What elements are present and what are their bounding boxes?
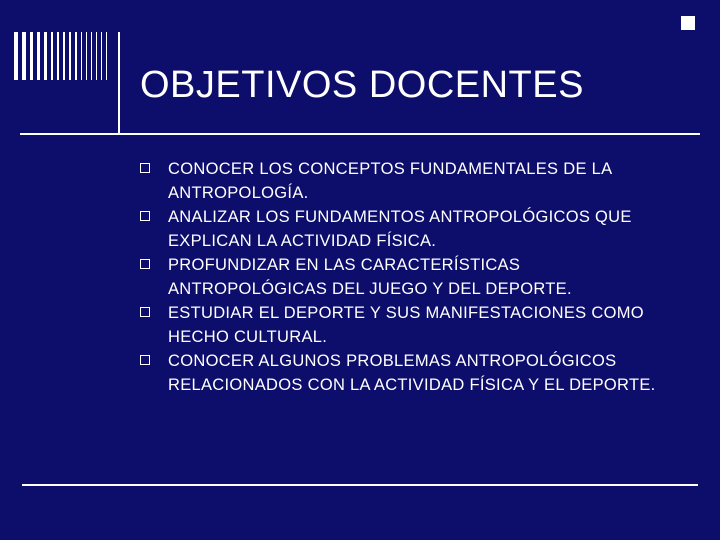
objective-text: PROFUNDIZAR EN LAS CARACTERÍSTICAS ANTROPOLÓGICAS DEL JUEGO Y DEL DEPORTE. xyxy=(168,256,572,298)
list-item xyxy=(140,301,680,349)
hollow-square-bullet-icon xyxy=(140,355,150,365)
hollow-square-bullet-icon xyxy=(140,307,150,317)
bottom-rule xyxy=(22,484,698,486)
list-item xyxy=(140,349,680,397)
hollow-square-bullet-icon xyxy=(140,259,150,269)
objective-text: CONOCER ALGUNOS PROBLEMAS ANTROPOLÓGICOS RELACIONADOS CON LA ACTIVIDAD FÍSICA Y EL DEPORTE. xyxy=(168,352,656,394)
list-item xyxy=(140,205,680,253)
objectives-list xyxy=(140,157,680,397)
objective-text: ESTUDIAR EL DEPORTE Y SUS MANIFESTACIONES COMO HECHO CULTURAL. xyxy=(168,304,644,346)
decorative-bars-graphic xyxy=(14,32,124,82)
list-item xyxy=(140,157,680,205)
decorative-square xyxy=(681,16,695,30)
list-item xyxy=(140,253,680,301)
hollow-square-bullet-icon xyxy=(140,163,150,173)
hollow-square-bullet-icon xyxy=(140,211,150,221)
objective-text: ANALIZAR LOS FUNDAMENTOS ANTROPOLÓGICOS QUE EXPLICAN LA ACTIVIDAD FÍSICA. xyxy=(168,208,632,250)
objective-text: CONOCER LOS CONCEPTOS FUNDAMENTALES DE LA ANTROPOLOGÍA. xyxy=(168,160,612,202)
title-vertical-rule xyxy=(118,32,120,135)
slide-title: OBJETIVOS DOCENTES xyxy=(140,64,584,106)
title-horizontal-rule xyxy=(20,133,700,135)
